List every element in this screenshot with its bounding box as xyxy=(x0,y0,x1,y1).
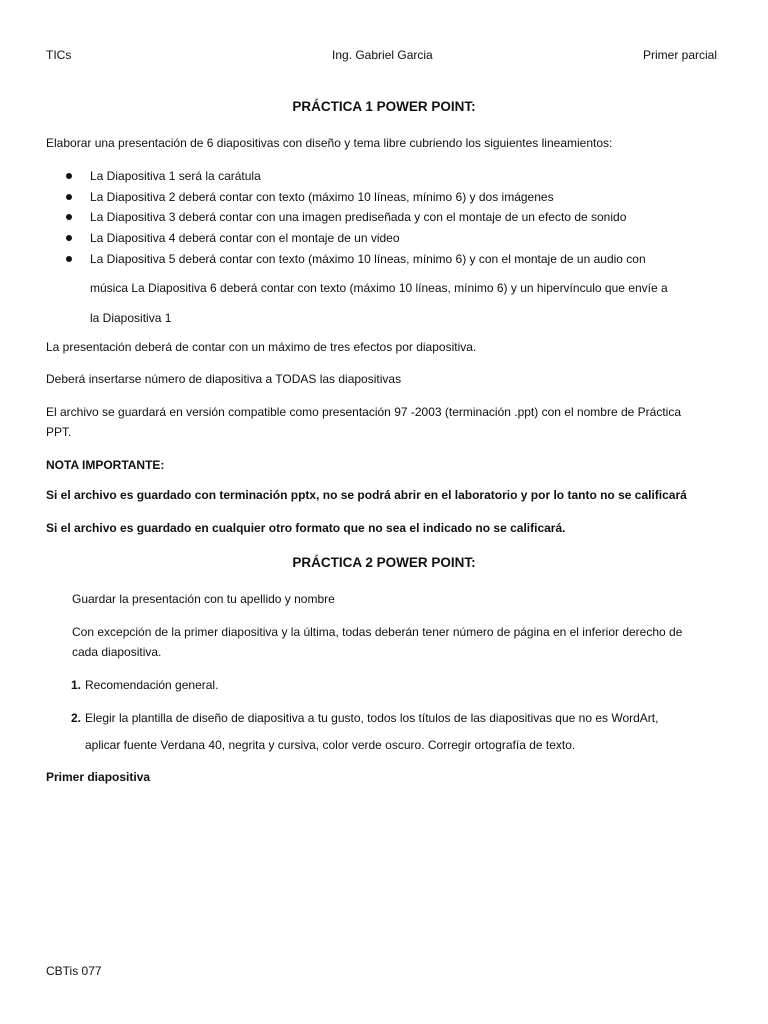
list-item: La Diapositiva 5 deberá contar con texto (máximo 10 líneas, mínimo 6) y con el montaje de un audio con xyxy=(90,252,646,266)
note-title: NOTA IMPORTANTE: xyxy=(46,458,165,472)
bullet-marker xyxy=(66,256,72,262)
list-item: La Diapositiva 2 deberá contar con texto (máximo 10 líneas, mínimo 6) y dos imágenes xyxy=(90,190,554,204)
list-number: 1. xyxy=(71,678,82,692)
practice1-paragraph: Deberá insertarse número de diapositiva a TODAS las diapositivas xyxy=(46,372,402,386)
practice1-paragraph: El archivo se guardará en versión compatible como presentación 97 -2003 (terminación .ppt) con el nombre de Práctica xyxy=(46,405,682,419)
note-text: Si el archivo es guardado en cualquier otro formato que no sea el indicado no se calificará. xyxy=(46,521,566,535)
practice1-paragraph: PPT. xyxy=(46,425,72,439)
practice2-paragraph: Con excepción de la primer diapositiva y la última, todas deberán tener número de página en el inferior derecho de xyxy=(72,625,683,639)
note-text: Si el archivo es guardado con terminación pptx, no se podrá abrir en el laboratorio y por lo tanto no se calificará xyxy=(46,488,687,502)
bullet-marker xyxy=(66,235,72,241)
list-number: 2. xyxy=(71,711,82,725)
list-item: La Diapositiva 1 será la carátula xyxy=(90,169,261,183)
section-heading: Primer diapositiva xyxy=(46,770,151,784)
header-center: Ing. Gabriel Garcia xyxy=(332,48,433,62)
list-item: La Diapositiva 3 deberá contar con una imagen prediseñada y con el montaje de un efecto de sonido xyxy=(90,210,627,224)
practice2-title: PRÁCTICA 2 POWER POINT: xyxy=(292,555,476,570)
footer-left: CBTis 077 xyxy=(46,964,102,978)
bullet-marker xyxy=(66,214,72,220)
header-right: Primer parcial xyxy=(643,48,718,62)
list-item: La Diapositiva 4 deberá contar con el montaje de un video xyxy=(90,231,400,245)
list-item-continuation: la Diapositiva 1 xyxy=(90,311,172,325)
practice1-title: PRÁCTICA 1 POWER POINT: xyxy=(292,99,476,114)
practice1-paragraph: La presentación deberá de contar con un máximo de tres efectos por diapositiva. xyxy=(46,340,477,354)
list-item: Elegir la plantilla de diseño de diapositiva a tu gusto, todos los títulos de las diapositivas que no es WordArt, xyxy=(85,711,659,725)
list-item: Recomendación general. xyxy=(85,678,219,692)
bullet-marker xyxy=(66,194,72,200)
practice2-paragraph: cada diapositiva. xyxy=(72,645,162,659)
practice2-paragraph: Guardar la presentación con tu apellido y nombre xyxy=(72,592,335,606)
list-item-continuation: aplicar fuente Verdana 40, negrita y cursiva, color verde oscuro. Corregir ortografía de texto. xyxy=(85,738,576,752)
list-item-continuation: música La Diapositiva 6 deberá contar con texto (máximo 10 líneas, mínimo 6) y un hipervínculo que envíe a xyxy=(90,281,668,295)
bullet-marker xyxy=(66,173,72,179)
header-left: TICs xyxy=(46,48,72,62)
practice1-intro: Elaborar una presentación de 6 diapositivas con diseño y tema libre cubriendo los siguientes lineamientos: xyxy=(46,136,613,150)
